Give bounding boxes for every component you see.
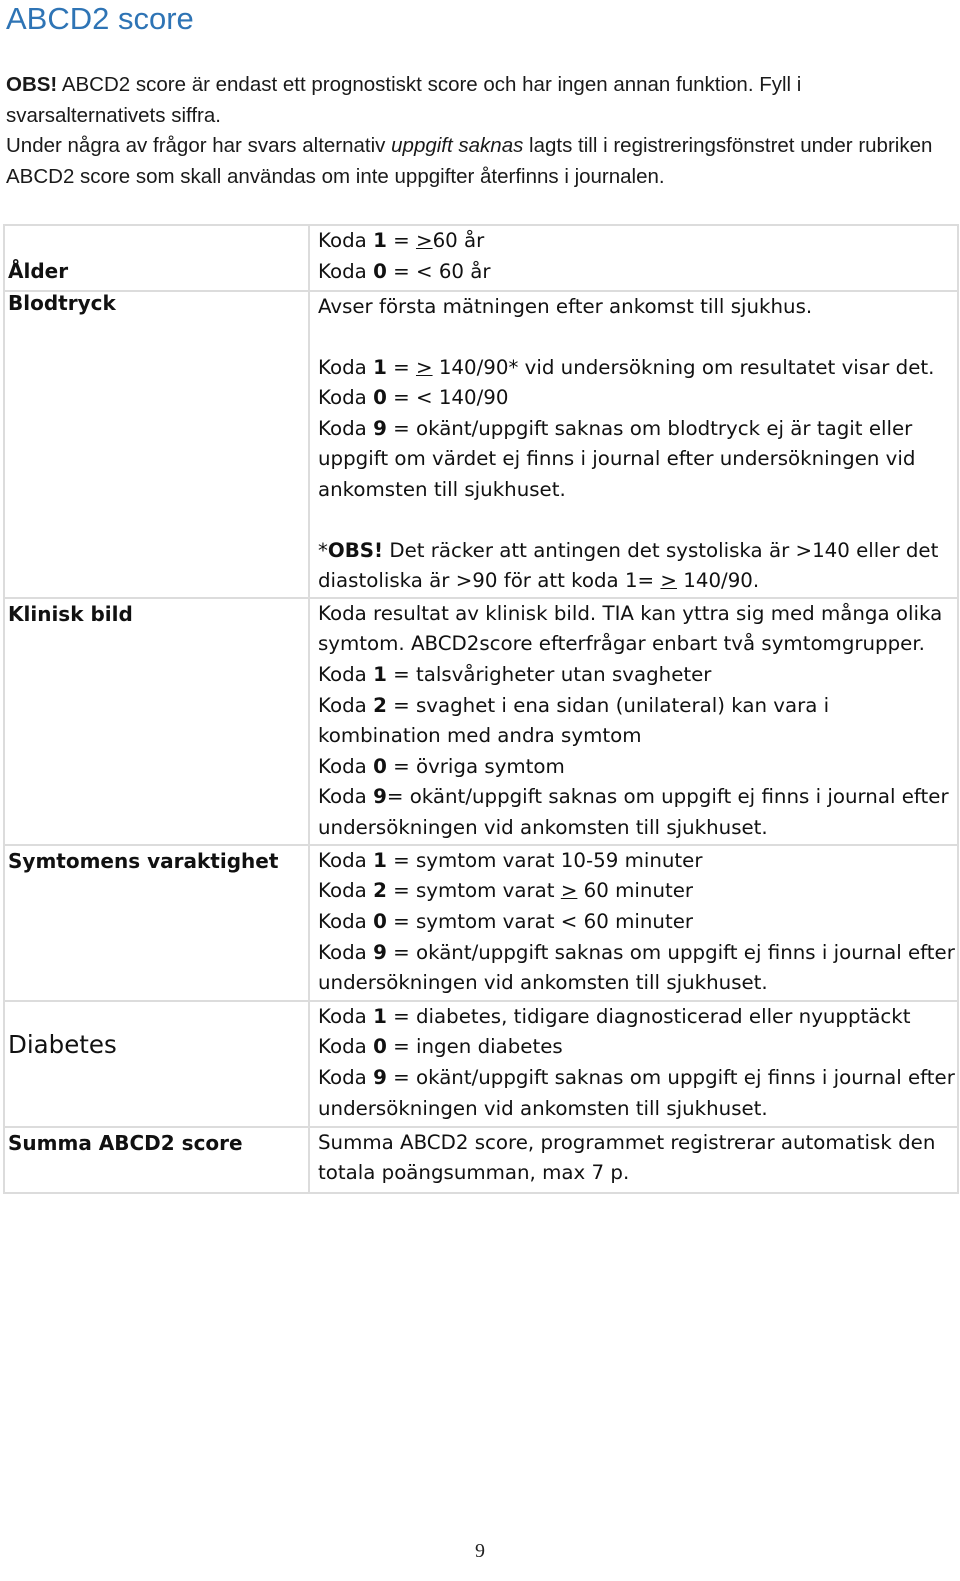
row-label-cell xyxy=(4,1001,309,1127)
row-label-klinisk-bild: Klinisk bild xyxy=(8,601,133,626)
code-line: Koda 0 = övriga symtom xyxy=(318,754,565,778)
code-line: Koda 0 = ingen diabetes xyxy=(318,1035,563,1059)
code-line: Koda 1 = >60 år xyxy=(318,229,485,252)
row-desc-cell xyxy=(309,1127,958,1193)
intro-line-2b: lagts till i registreringsfönstret under rubriken ABCD2 score som skall användas om inte uppgifter återfinns i journalen. xyxy=(6,134,933,188)
row-label-summa: Summa ABCD2 score xyxy=(8,1130,243,1155)
code-line: Koda 1 = > 140/90* vid undersökning om resultatet visar det. xyxy=(318,355,935,379)
table-row-varaktighet xyxy=(4,845,958,1001)
code-line: Koda 9= okänt/uppgift saknas om uppgift ej finns i journal efter undersökningen vid ankomsten till sjukhuset. xyxy=(318,785,949,839)
code-line: Koda 2 = svaghet i ena sidan (unilateral) kan vara i kombination med andra symtom xyxy=(318,693,830,748)
desc-line: Summa ABCD2 score, programmet registrerar automatisk den totala poängsumman, max 7 p. xyxy=(318,1130,936,1185)
code-line: Koda 9 = okänt/uppgift saknas om uppgift ej finns i journal efter undersökningen vid ankomsten till sjukhuset. xyxy=(318,940,955,995)
code-line: Koda 1 = talsvårigheter utan svagheter xyxy=(318,662,712,686)
code-line: Koda 0 = < 140/90 xyxy=(318,386,509,410)
obs-label: OBS! xyxy=(6,73,58,96)
row-desc-cell xyxy=(309,845,958,1001)
intro-emphasis: uppgift saknas xyxy=(391,134,524,157)
page-number: 9 xyxy=(475,1540,485,1562)
code-line: Koda 0 = < 60 år xyxy=(318,259,491,283)
code-line: Koda 1 = diabetes, tidigare diagnosticerad eller nyupptäckt xyxy=(318,1004,911,1028)
code-line: Koda 2 = symtom varat > 60 minuter xyxy=(318,879,694,903)
code-line: Koda 0 = symtom varat < 60 minuter xyxy=(318,909,694,933)
row-label-cell xyxy=(4,598,309,845)
code-line: Koda 1 = symtom varat 10-59 minuter xyxy=(318,848,703,872)
row-desc-cell xyxy=(309,225,958,291)
desc-line: Koda resultat av klinisk bild. TIA kan yttra sig med många olika symtom. ABCD2score efterfrågar enbart två symtomgrupper. xyxy=(318,601,943,656)
row-desc-cell xyxy=(309,1001,958,1127)
table-row-blodtryck xyxy=(4,291,958,598)
obs-note: *OBS! Det räcker att antingen det systoliska är >140 eller det diastoliska är >90 för att koda 1= > 140/90. xyxy=(318,538,939,593)
row-desc-cell xyxy=(309,598,958,845)
row-label-diabetes: Diabetes xyxy=(8,1029,117,1059)
intro-text xyxy=(6,70,951,192)
table-row-alder xyxy=(4,225,958,291)
code-line: Koda 9 = okänt/uppgift saknas om uppgift ej finns i journal efter undersökningen vid ankomsten till sjukhuset. xyxy=(318,1065,955,1120)
desc-line: Avser första mätningen efter ankomst till sjukhus. xyxy=(318,295,813,318)
intro-paragraph-2 xyxy=(6,131,951,192)
row-label-alder: Ålder xyxy=(8,259,69,283)
row-label-cell xyxy=(4,845,309,1001)
table-row-klinisk-bild xyxy=(4,598,958,845)
row-label-cell xyxy=(4,291,309,598)
row-label-varaktighet: Symtomens varaktighet xyxy=(8,848,279,873)
abcd2-table xyxy=(3,224,959,1194)
row-label-cell xyxy=(4,225,309,291)
page-title: ABCD2 score xyxy=(6,1,194,36)
row-label-cell xyxy=(4,1127,309,1193)
intro-line-1: ABCD2 score är endast ett prognostiskt score och har ingen annan funktion. Fyll i svarsalternativets siffra. xyxy=(6,73,802,127)
row-desc-cell xyxy=(309,291,958,598)
intro-line-2a: Under några av frågor har svars alternativ xyxy=(6,134,392,157)
row-label-blodtryck: Blodtryck xyxy=(8,291,116,315)
table-row-diabetes xyxy=(4,1001,958,1127)
intro-paragraph-1 xyxy=(6,70,951,131)
table-row-summa xyxy=(4,1127,958,1193)
code-line: Koda 9 = okänt/uppgift saknas om blodtryck ej är tagit eller uppgift om värdet ej finns i journal efter undersökningen vid ankomsten till sjukhuset. xyxy=(318,416,916,501)
